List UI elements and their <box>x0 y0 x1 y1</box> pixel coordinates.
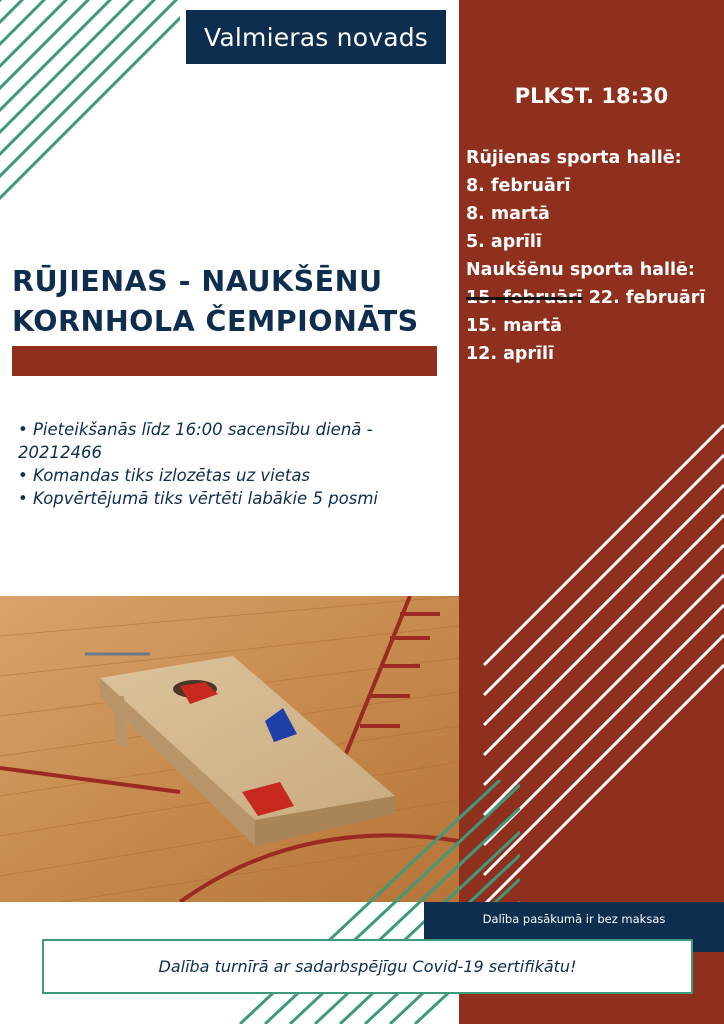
info-list <box>18 418 448 510</box>
region-badge: Valmieras novads <box>186 10 446 64</box>
info-registration: • Pieteikšanās līdz 16:00 sacensību dienā - 20212466 <box>18 420 373 462</box>
title-underline-bar <box>12 346 437 376</box>
date-item: 8. martā <box>466 204 550 224</box>
info-scoring: • Kopvērtējumā tiks vērtēti labākie 5 posmi <box>18 489 379 508</box>
info-teams: • Komandas tiks izlozētas uz vietas <box>18 466 311 485</box>
date-item: 15. martā <box>466 316 562 336</box>
event-time: PLKST. 18:30 <box>514 84 669 108</box>
schedule-list <box>466 144 722 368</box>
decorative-stripes-top-left <box>0 0 180 225</box>
title-line-1: RŪJIENAS - NAUKŠĒNU <box>12 265 383 298</box>
covid-notice-text: Dalība turnīrā ar sadarbspējīgu Covid-19 sertifikātu! <box>158 957 577 976</box>
cancelled-date: 15. februārī <box>466 288 583 308</box>
event-title <box>12 262 452 342</box>
venue-rujiena: Rūjienas sporta hallē: <box>466 148 682 168</box>
venue-nauksheni: Naukšēnu sporta hallē: <box>466 260 695 280</box>
date-item: 5. aprīlī <box>466 232 542 252</box>
title-line-2: KORNHOLA ČEMPIONĀTS <box>12 305 419 338</box>
date-item: 8. februārī <box>466 176 571 196</box>
free-entry-text: Dalība pasākumā ir bez maksas <box>482 912 666 926</box>
date-item-rescheduled <box>466 284 722 312</box>
date-item: 12. aprīlī <box>466 344 555 364</box>
covid-notice <box>42 939 693 994</box>
replacement-date: 22. februārī <box>588 288 706 308</box>
